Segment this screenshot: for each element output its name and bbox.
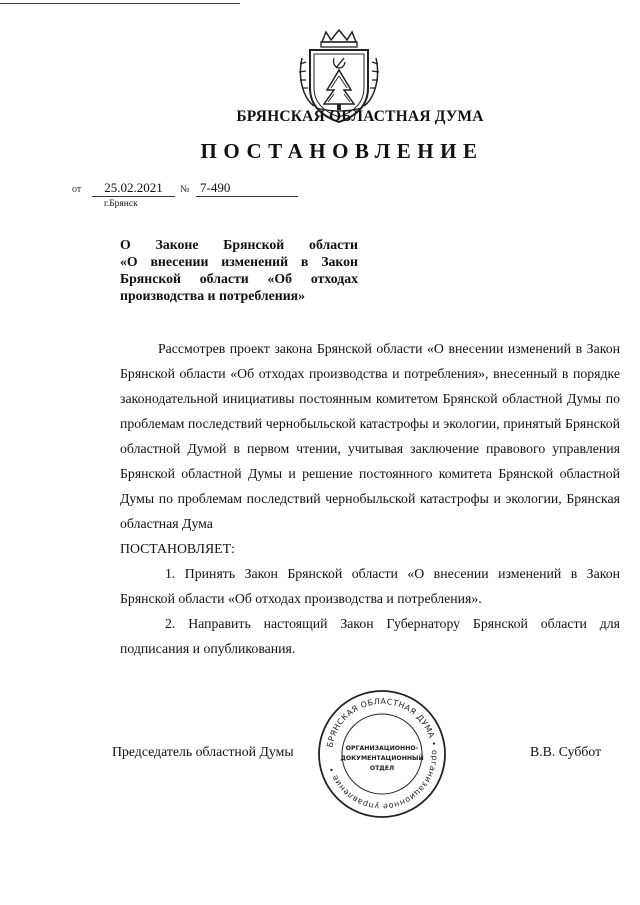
stamp-center-line: ОРГАНИЗАЦИОННО-	[345, 745, 419, 752]
date-label: от	[72, 184, 82, 195]
preamble-paragraph: Рассмотрев проект закона Брянской области «О внесении изменений в Закон Брянской области «Об отходах производства и потребления», внесенный в порядке законодательной инициативы постоянным комитетом Брянской областной Думы по проблемам последствий чернобыльской катастрофы и экологии, принятый Брянской областной Думой в первом чтении, учитывая заключение правового управления Брянской областной Думы и решение постоянного комитета Брянской областной Думы по проблемам последствий чернобыльской катастрофы и экологии, Брянская областная Дума	[120, 341, 620, 531]
document-number: 7-490	[196, 180, 298, 197]
organization-name: БРЯНСКАЯ ОБЛАСТНАЯ ДУМА	[236, 108, 484, 125]
document-subject	[120, 236, 358, 304]
document-type-title: ПОСТАНОВЛЕНИЕ	[200, 139, 484, 163]
resolves-heading: ПОСТАНОВЛЯЕТ:	[120, 541, 235, 556]
resolution-item: 1. Принять Закон Брянской области «О внесении изменений в Закон Брянской области «Об отходах производства и потребления».	[120, 566, 620, 606]
document-place: г.Брянск	[104, 199, 138, 209]
top-rule	[0, 3, 240, 4]
document-body	[120, 336, 620, 661]
subject-line: производства и потребления»	[120, 288, 306, 303]
stamp-outer-ring	[319, 691, 445, 817]
stamp-center-line: ДОКУМЕНТАЦИОННЫЙ	[340, 755, 424, 762]
official-stamp	[316, 688, 448, 820]
stamp-center-line: ОТДЕЛ	[369, 765, 395, 772]
subject-line: «О внесении изменений в Закон	[120, 254, 358, 269]
number-label: №	[180, 184, 190, 195]
signer-title: Председатель областной Думы	[112, 744, 294, 759]
subject-line: Брянской области «Об отходах	[120, 271, 358, 286]
signer-name: В.В. Суббот	[530, 744, 602, 759]
resolution-item: 2. Направить настоящий Закон Губернатору Брянской области для подписания и опубликования.	[120, 616, 620, 656]
document-date: 25.02.2021	[92, 180, 175, 197]
stamp-inner-ring	[342, 714, 422, 794]
stamp-ring-text: БРЯНСКАЯ ОБЛАСТНАЯ ДУМА • организационное управление •	[325, 696, 440, 812]
subject-line: О Законе Брянской области	[120, 237, 358, 252]
